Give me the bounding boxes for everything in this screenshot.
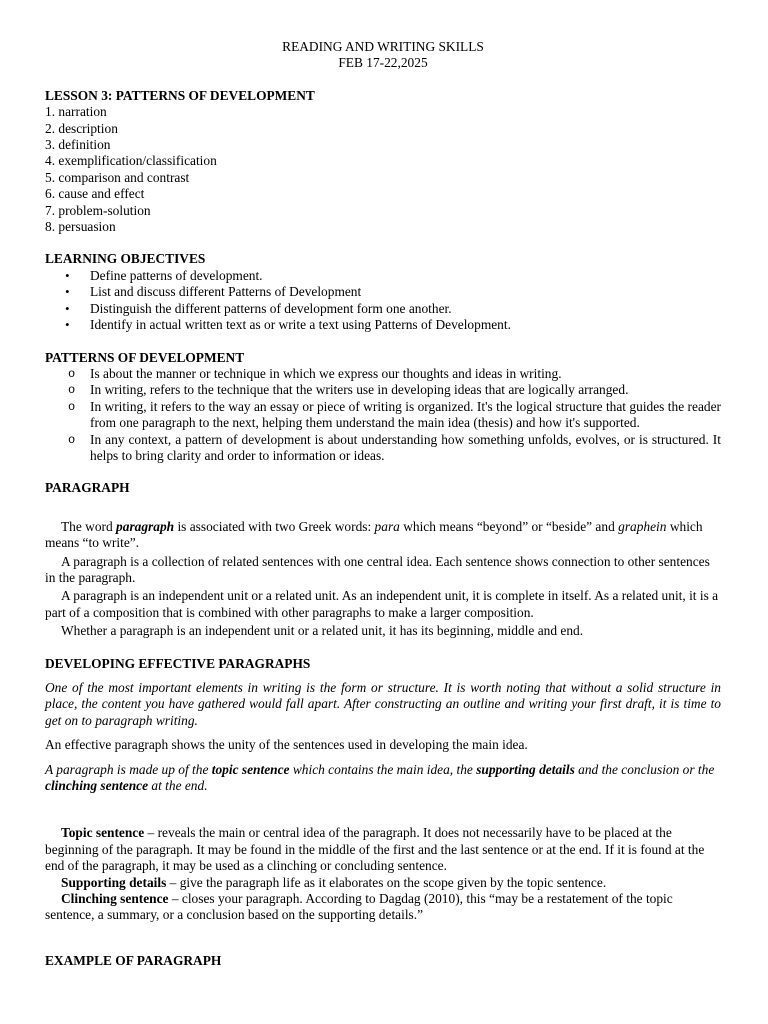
list-item: 3. definition [45,137,111,153]
text-run: at the end. [148,778,208,794]
circle-bullet-icon: o [68,366,76,381]
list-item [45,317,721,333]
objective-text: Define patterns of development. [90,267,263,283]
topic-sentence-definition [45,825,721,874]
list-item: 2. description [45,120,118,136]
term-label: Topic sentence [61,825,145,841]
objective-text: Distinguish the different patterns of development form one another. [90,300,452,316]
text-run: is associated with two Greek words: [174,518,375,534]
supporting-details-definition [45,875,721,891]
text-run: – closes your paragraph. According to Dagdag (2010), this “may be a restatement of the topic sentence, a summary, or a conclusion based on the supporting details.” [45,891,673,923]
objective-text: Identify in actual written text as or write a text using Patterns of Development. [90,317,511,333]
list-item [45,432,721,465]
bullet-icon: • [65,267,70,283]
document-title: READING AND WRITING SKILLS [282,39,484,54]
clinching-sentence-definition [45,891,721,924]
term-graphein: graphein [618,518,667,534]
pattern-text: Is about the manner or technique in which we express our thoughts and ideas in writing. [90,365,562,381]
text-run: which contains the main idea, the [289,761,477,777]
list-item [45,399,721,432]
lesson-list [45,104,721,235]
developing-unity: An effective paragraph shows the unity of the sentences used in developing the main idea. [45,737,528,753]
circle-bullet-icon: o [68,432,76,447]
paragraph-etymology [45,519,721,552]
circle-bullet-icon: o [68,399,76,414]
paragraph-unit: A paragraph is an independent unit or a related unit. As an independent unit, it is complete in itself. As a related unit, it is a part of a composition that is combined with other paragraphs to make a larger composition. [45,588,719,620]
list-item: 6. cause and effect [45,186,145,202]
list-item: 1. narration [45,104,107,120]
term-clinching-sentence: clinching sentence [45,778,149,794]
list-item: 4. exemplification/classification [45,153,217,169]
term-label: Clinching sentence [61,891,169,907]
developing-heading: DEVELOPING EFFECTIVE PARAGRAPHS [45,655,311,671]
term-label: Supporting details [61,874,167,890]
text-run: A paragraph is made up of the [45,761,212,777]
pattern-text: In any context, a pattern of development is about understanding how something unfolds, evolves, or is structured. It helps to bring clarity and order to information or ideas. [90,431,721,463]
bullet-icon: • [65,317,70,333]
paragraph-whole: Whether a paragraph is an independent unit or a related unit, it has its beginning, middle and end. [61,623,584,639]
bullet-icon: • [65,300,70,316]
developing-components [45,762,721,795]
circle-bullet-icon: o [68,383,76,398]
list-item [45,268,721,284]
lesson-heading: LESSON 3: PATTERNS OF DEVELOPMENT [45,87,315,103]
list-item: 5. comparison and contrast [45,169,190,185]
term-paragraph: paragraph [116,518,175,534]
document-date: FEB 17-22,2025 [338,55,428,71]
patterns-list [45,366,721,464]
developing-intro: One of the most important elements in writing is the form or structure. It is worth noting that without a solid structure in place, the content you have gathered would fall apart. After constructing an outline and writing your first draft, it is time to get on to paragraph writing. [45,680,721,728]
term-para: para [374,518,400,534]
list-item [45,382,721,398]
list-item: 8. persuasion [45,219,116,235]
paragraph-heading: PARAGRAPH [45,480,130,496]
paragraph-definition: A paragraph is a collection of related sentences with one central idea. Each sentence shows connection to other sentences in the paragraph. [45,553,710,585]
document-page [45,39,721,969]
objectives-list [45,268,721,334]
text-run: which means “beyond” or “beside” and [399,518,619,534]
term-supporting-details: supporting details [476,761,575,777]
pattern-text: In writing, refers to the technique that the writers use in developing ideas that are logically arranged. [90,382,629,398]
list-item: 7. problem-solution [45,202,151,218]
list-item [45,284,721,300]
text-run: and the conclusion or the [574,761,715,777]
bullet-icon: • [65,284,70,300]
term-topic-sentence: topic sentence [211,761,290,777]
pattern-text: In writing, it refers to the way an essay or piece of writing is organized. It's the logical structure that guides the reader from one paragraph to the next, helping them understand the main idea (thesis) and how it's supported. [90,398,721,431]
example-heading: EXAMPLE OF PARAGRAPH [45,952,222,968]
text-run: The word [61,518,117,534]
list-item [45,366,721,382]
text-run: which means “to write”. [45,518,703,551]
list-item [45,301,721,317]
objective-text: List and discuss different Patterns of Development [90,284,362,300]
text-run: – give the paragraph life as it elaborates on the scope given by the topic sentence. [166,874,607,890]
patterns-heading: PATTERNS OF DEVELOPMENT [45,349,245,365]
objectives-heading: LEARNING OBJECTIVES [45,251,206,267]
text-run: – reveals the main or central idea of the paragraph. It does not necessarily have to be placed at the beginning of the paragraph. It may be found in the middle of the first and the last sentence or at the end. If it is found at the end of the paragraph, it may be used as a clinching or concluding sentence. [45,825,705,874]
